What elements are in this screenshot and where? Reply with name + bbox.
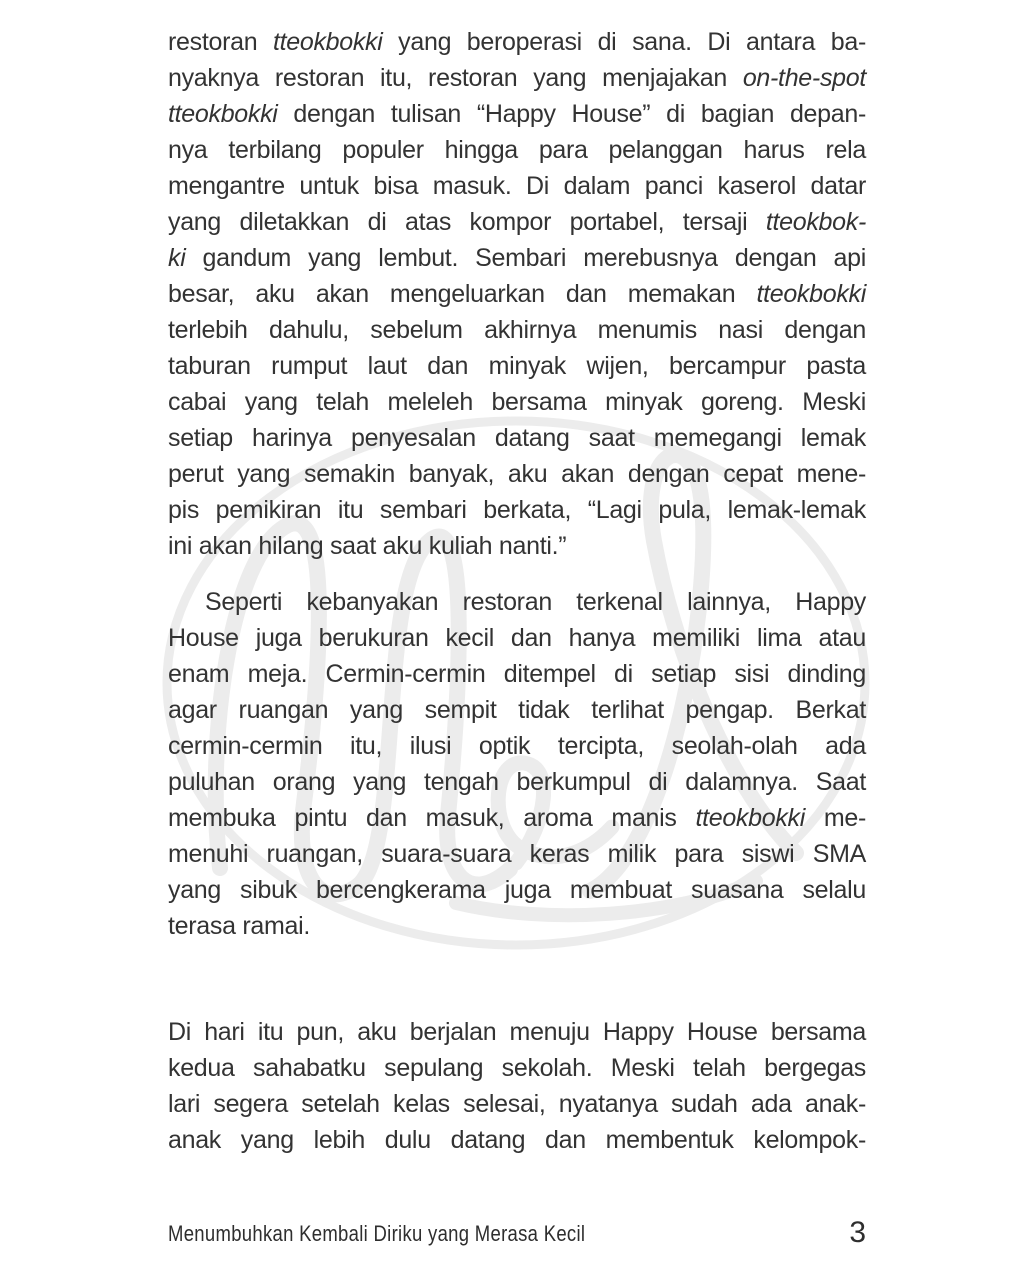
paragraph xyxy=(168,584,866,944)
text-line: restoran tteokbokki yang beroperasi di sana. Di antara ba- xyxy=(168,28,866,56)
text-line: kedua sahabatku sepulang sekolah. Meski telah bergegas xyxy=(168,1054,866,1082)
text-line: lari segera setelah kelas selesai, nyatanya sudah ada anak- xyxy=(168,1090,866,1118)
text-line: terasa ramai. xyxy=(168,912,310,940)
text-line: cabai yang telah meleleh bersama minyak goreng. Meski xyxy=(168,388,866,416)
text-line: membuka pintu dan masuk, aroma manis tteokbokki me- xyxy=(168,804,866,832)
text-line: taburan rumput laut dan minyak wijen, bercampur pasta xyxy=(168,352,866,380)
text-line: terlebih dahulu, sebelum akhirnya menumis nasi dengan xyxy=(168,316,866,344)
text-line: setiap harinya penyesalan datang saat memegangi lemak xyxy=(168,424,866,452)
body-text xyxy=(168,24,866,1158)
text-line: mengantre untuk bisa masuk. Di dalam panci kaserol datar xyxy=(168,172,866,200)
text-line: ki gandum yang lembut. Sembari merebusnya dengan api xyxy=(168,244,866,272)
footer-book-title: Menumbuhkan Kembali Diriku yang Merasa Kecil xyxy=(168,1221,586,1246)
text-line: menuhi ruangan, suara-suara keras milik para siswi SMA xyxy=(168,840,866,868)
text-line: nyaknya restoran itu, restoran yang menjajakan on-the-spot xyxy=(168,64,866,92)
page-footer xyxy=(168,1218,866,1248)
text-line: perut yang semakin banyak, aku akan dengan cepat mene- xyxy=(168,460,866,488)
text-line: puluhan orang yang tengah berkumpul di dalamnya. Saat xyxy=(168,768,866,796)
text-line: House juga berukuran kecil dan hanya memiliki lima atau xyxy=(168,624,866,652)
text-line: Seperti kebanyakan restoran terkenal lainnya, Happy xyxy=(205,588,866,616)
text-line: ini akan hilang saat aku kuliah nanti.” xyxy=(168,532,567,560)
footer-page-number: 3 xyxy=(849,1216,866,1249)
text-line: yang sibuk bercengkerama juga membuat suasana selalu xyxy=(168,876,866,904)
text-line: yang diletakkan di atas kompor portabel, tersaji tteokbok- xyxy=(168,208,866,236)
text-line: besar, aku akan mengeluarkan dan memakan tteokbokki xyxy=(168,280,866,308)
text-line: enam meja. Cermin-cermin ditempel di setiap sisi dinding xyxy=(168,660,866,688)
text-line: anak yang lebih dulu datang dan membentuk kelompok- xyxy=(168,1126,866,1154)
text-line: nya terbilang populer hingga para pelanggan harus rela xyxy=(168,136,866,164)
text-line: tteokbokki dengan tulisan “Happy House” di bagian depan- xyxy=(168,100,866,128)
text-line: pis pemikiran itu sembari berkata, “Lagi pula, lemak-lemak xyxy=(168,496,866,524)
text-line: cermin-cermin itu, ilusi optik tercipta, seolah-olah ada xyxy=(168,732,866,760)
paragraph xyxy=(168,24,866,564)
text-line: Di hari itu pun, aku berjalan menuju Happy House bersama xyxy=(168,1018,866,1046)
text-line: agar ruangan yang sempit tidak terlihat pengap. Berkat xyxy=(168,696,866,724)
paragraph xyxy=(168,1014,866,1158)
